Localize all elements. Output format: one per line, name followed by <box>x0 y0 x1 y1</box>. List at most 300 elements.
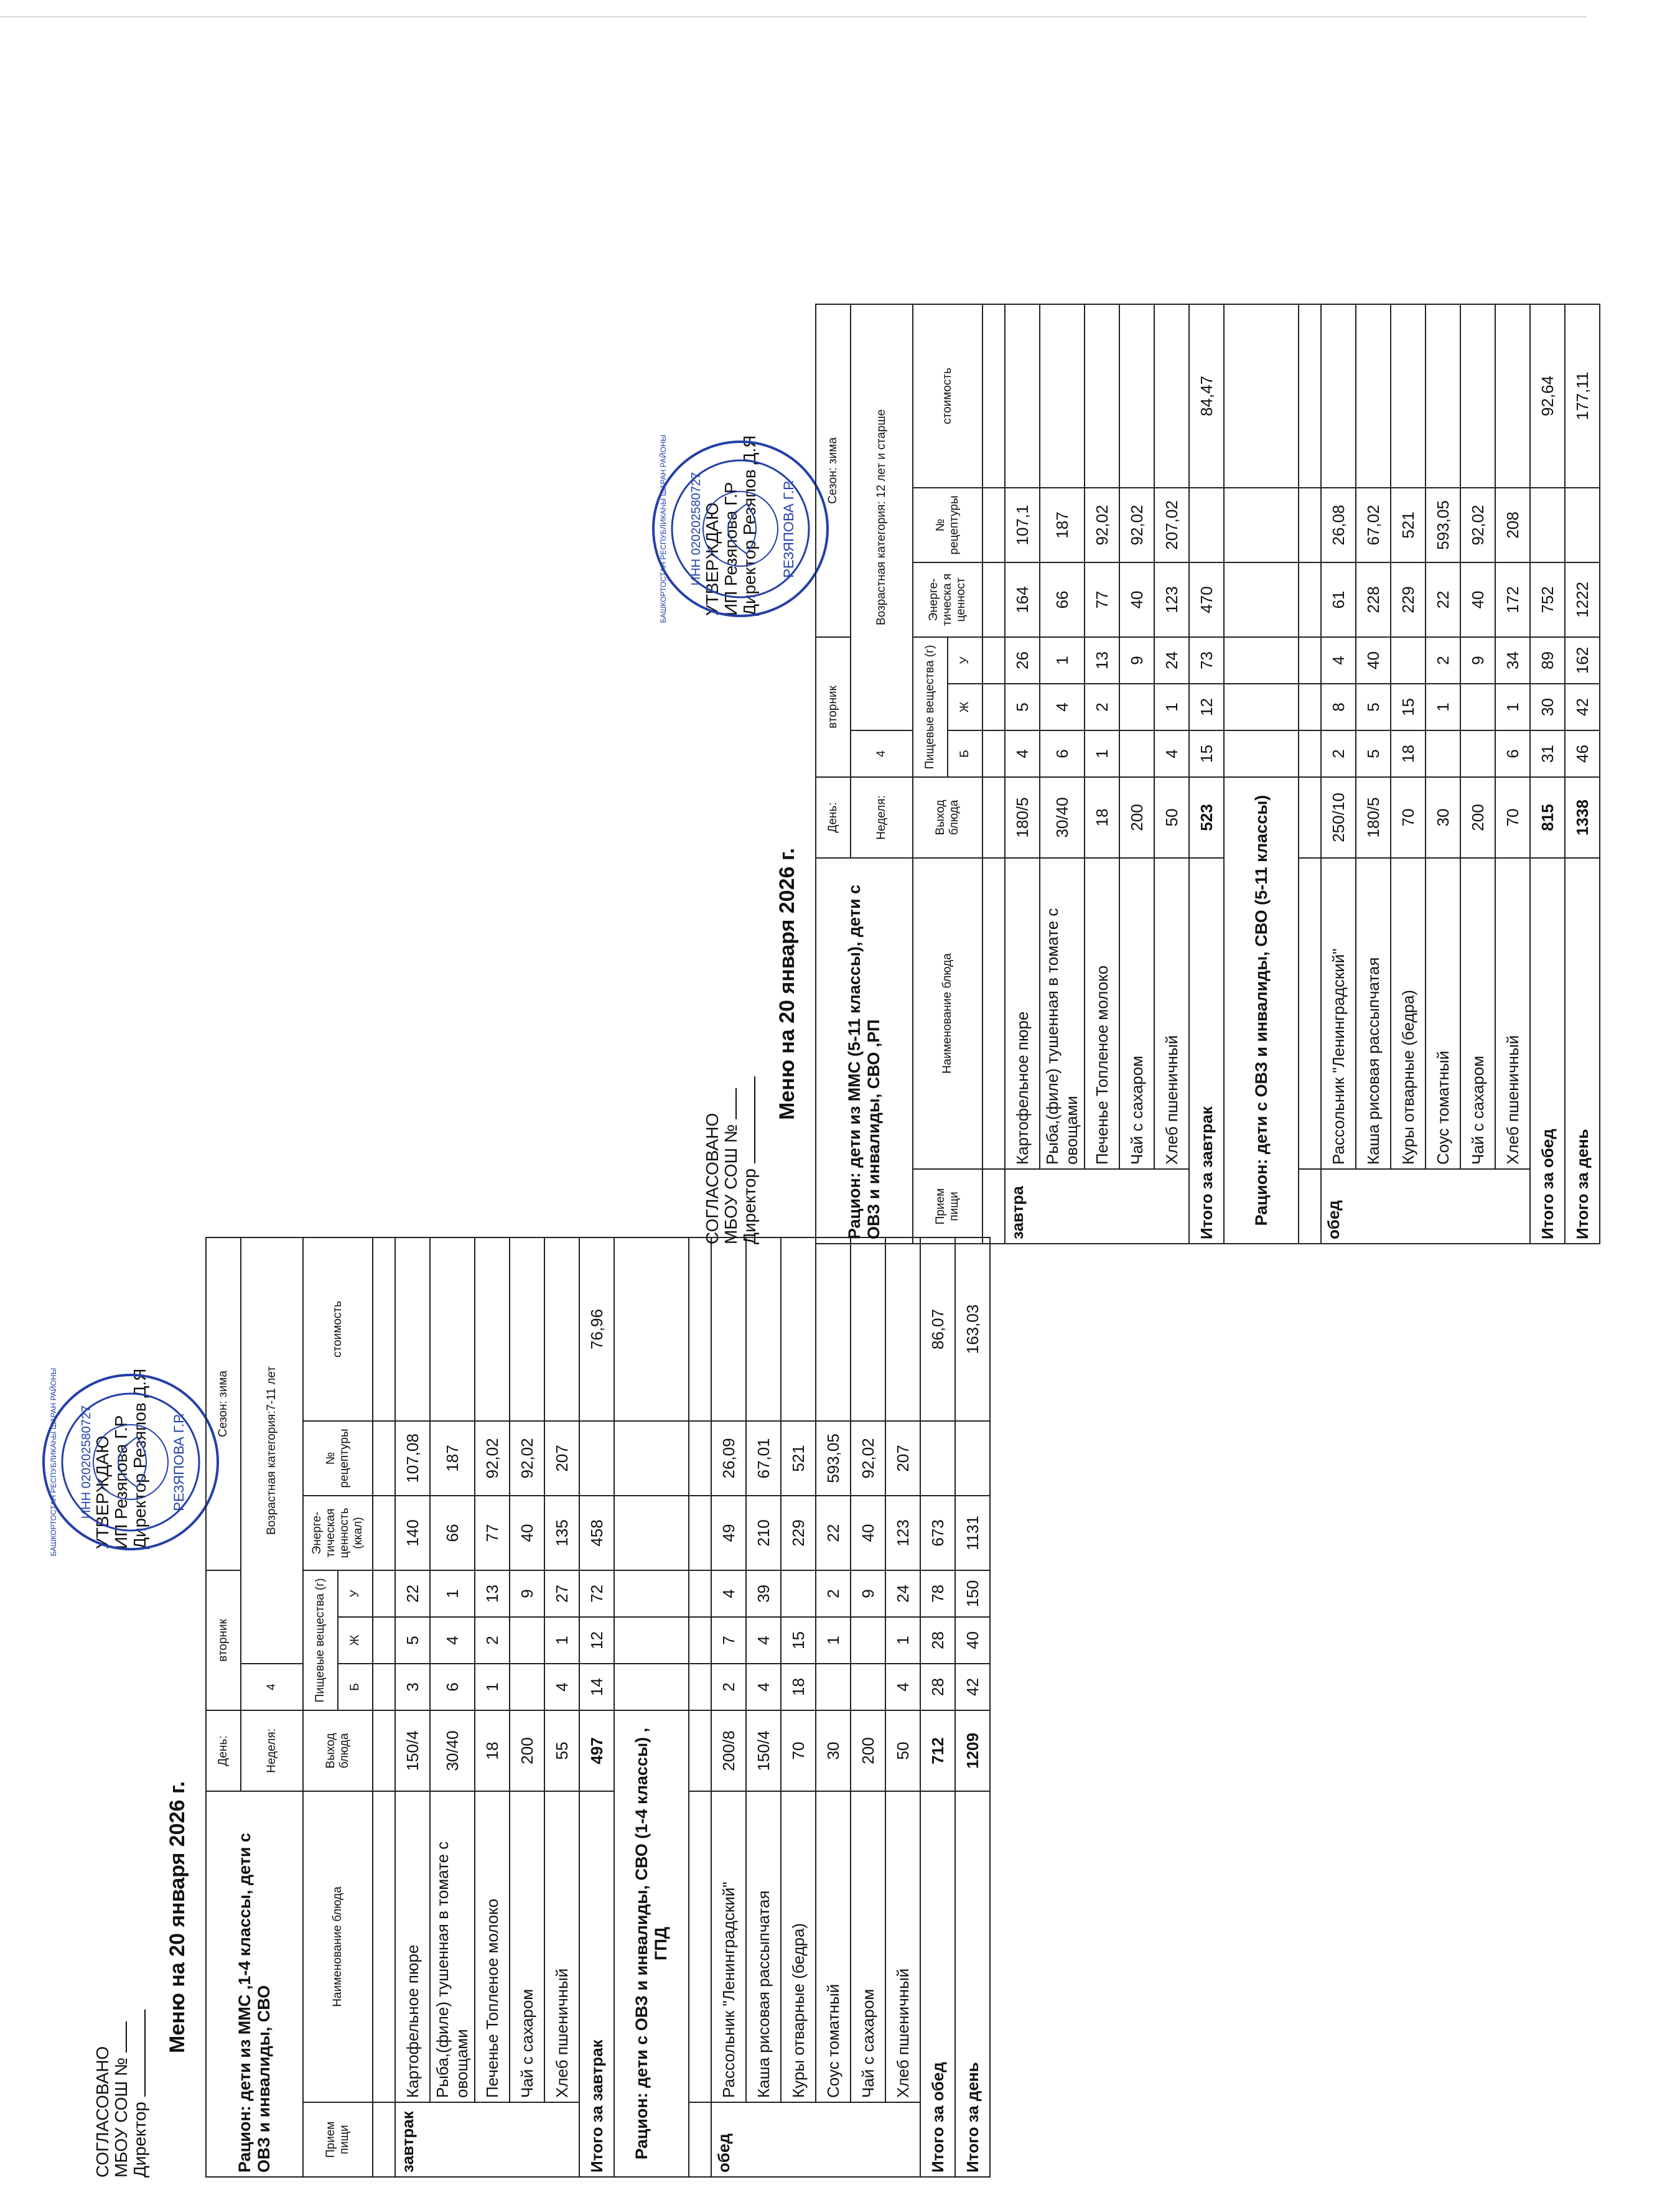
dish-name: Хлеб пшеничный <box>885 1791 920 2102</box>
cell-b <box>1426 730 1460 777</box>
total-u: 150 <box>955 1570 990 1617</box>
table-row <box>781 1237 816 2177</box>
table-row <box>1154 304 1189 1244</box>
approved-director: Директор Резяпов Д.Я <box>740 435 759 616</box>
cell-u: 9 <box>510 1570 544 1617</box>
cell-u: 2 <box>816 1570 851 1617</box>
cell-energy: 77 <box>475 1496 510 1570</box>
cell-zh: 1 <box>544 1617 579 1664</box>
cell-yield: 200 <box>1460 777 1495 858</box>
cell-cost <box>1040 304 1085 488</box>
cell-u: 24 <box>885 1570 920 1617</box>
cell-b: 6 <box>430 1664 475 1710</box>
cell-energy: 22 <box>1426 562 1460 637</box>
dish-name: Каша рисовая рассыпчатая <box>746 1791 781 2102</box>
cell-recipe: 593,05 <box>816 1421 851 1496</box>
col-cost: стоимость <box>913 304 982 488</box>
total-row <box>920 1237 955 2177</box>
cell-yield: 18 <box>475 1710 510 1791</box>
col-nutrients: Пищевые вещества (г) <box>913 637 948 777</box>
total-zh: 42 <box>1565 684 1600 730</box>
cell-yield: 30 <box>1426 777 1460 858</box>
cell-energy: 40 <box>1460 562 1495 637</box>
cell-zh: 1 <box>1154 684 1189 730</box>
cell-yield: 200 <box>851 1710 885 1791</box>
round-seal-stamp <box>37 1369 224 1555</box>
agreed-block <box>93 2010 149 2178</box>
col-meal: Прием пищи <box>303 2102 373 2177</box>
cell-recipe: 92,02 <box>1119 488 1154 562</box>
total-zh: 30 <box>1530 684 1565 730</box>
day-value: вторник <box>206 1570 241 1710</box>
day-label: День: <box>816 777 851 858</box>
ration-title: Рацион: дети из МMC ,1-4 классы, дети с ОВЗ и инвалиды, СВО <box>206 1791 303 2177</box>
col-recipe: № рецептуры <box>913 488 982 562</box>
total-energy: 1131 <box>955 1496 990 1570</box>
meal-label: обед <box>1321 1169 1530 1244</box>
cell-cost <box>1495 304 1530 488</box>
table-row <box>1460 304 1495 1244</box>
cell-energy: 66 <box>1040 562 1085 637</box>
svg-text:БАШКОРТОСТАН РЕСПУБЛИКАҺЫ ШАРА: БАШКОРТОСТАН РЕСПУБЛИКАҺЫ ШАРАН РАЙОНЫ <box>49 1368 58 1557</box>
menu-table <box>205 1237 991 2178</box>
total-energy: 1222 <box>1565 562 1600 637</box>
cell-zh <box>1119 684 1154 730</box>
cell-b <box>1119 730 1154 777</box>
total-yield: 523 <box>1189 777 1224 858</box>
cell-recipe: 67,01 <box>746 1421 781 1496</box>
total-u: 162 <box>1565 637 1600 684</box>
total-energy: 752 <box>1530 562 1565 637</box>
col-dish: Наименование блюда <box>913 858 982 1169</box>
table-row <box>395 1237 430 2177</box>
cell-zh: 1 <box>1495 684 1530 730</box>
cell-u <box>781 1570 816 1617</box>
total-b: 28 <box>920 1664 955 1710</box>
dish-name: Картофельное пюре <box>395 1791 430 2102</box>
total-yield: 1338 <box>1565 777 1600 858</box>
col-recipe: № рецептуры <box>303 1421 373 1496</box>
season-label: Сезон: зима <box>816 304 851 637</box>
total-u: 73 <box>1189 637 1224 684</box>
cell-b: 5 <box>1356 730 1391 777</box>
agreed-title: СОГЛАСОВАНО <box>702 1112 722 1244</box>
table-row <box>1040 304 1085 1244</box>
season-label: Сезон: зима <box>206 1237 241 1570</box>
agreed-director: Директор <box>131 2010 149 2178</box>
dish-name: Хлеб пшеничный <box>1495 858 1530 1169</box>
dish-name: Картофельное пюре <box>1005 858 1040 1169</box>
cell-recipe: 92,02 <box>1085 488 1119 562</box>
cell-yield: 180/5 <box>1005 777 1040 858</box>
cell-energy: 61 <box>1321 562 1356 637</box>
agreed-school: МБОУ СОШ № <box>112 2010 131 2178</box>
cell-zh <box>510 1617 544 1664</box>
agreed-title: СОГЛАСОВАНО <box>93 2046 112 2178</box>
dish-name: Соус томатный <box>816 1791 851 2102</box>
menu-title: Меню на 20 января 2026 г. <box>166 1781 189 2053</box>
col-fat: Ж <box>338 1617 373 1664</box>
cell-recipe: 92,02 <box>851 1421 885 1496</box>
dish-name: Куры отварные (бедра) <box>781 1791 816 2102</box>
cell-yield: 30 <box>816 1710 851 1791</box>
cell-yield: 70 <box>1495 777 1530 858</box>
cell-cost <box>711 1237 746 1421</box>
cell-b: 3 <box>395 1664 430 1710</box>
table-row <box>510 1237 544 2177</box>
cell-energy: 164 <box>1005 562 1040 637</box>
total-zh: 28 <box>920 1617 955 1664</box>
dish-name: Чай с сахаром <box>510 1791 544 2102</box>
age-category: Возрастная категория:7-11 лет <box>241 1237 303 1664</box>
cell-energy: 210 <box>746 1496 781 1570</box>
menu-sheet-grades-5-11 <box>659 299 1680 1257</box>
lunch-section-title: Рацион: дети с ОВЗ и инвалиды, СВО (5-11 классы) <box>1224 777 1299 1244</box>
approved-company: ИП Резяпова Г.Р <box>111 1415 131 1549</box>
total-row <box>579 1237 614 2177</box>
agreed-block <box>703 1076 759 1244</box>
total-row <box>1530 304 1565 1244</box>
cell-zh: 15 <box>781 1617 816 1664</box>
col-dish: Наименование блюда <box>303 1791 373 2102</box>
cell-cost <box>475 1237 510 1421</box>
cell-u: 9 <box>1119 637 1154 684</box>
cell-b <box>510 1664 544 1710</box>
total-row <box>1565 304 1600 1244</box>
cell-energy: 123 <box>1154 562 1189 637</box>
cell-cost <box>1154 304 1189 488</box>
table-row <box>544 1237 579 2177</box>
cell-zh: 1 <box>816 1617 851 1664</box>
cell-u <box>1391 637 1426 684</box>
total-recipe <box>1189 488 1224 562</box>
cell-recipe: 207,02 <box>1154 488 1189 562</box>
table-row <box>816 1237 851 2177</box>
age-category: Возрастная категория: 12 лет и старше <box>851 304 913 730</box>
cell-b: 2 <box>1321 730 1356 777</box>
approved-title: УТВЕРЖДАЮ <box>93 1435 112 1549</box>
total-b: 46 <box>1565 730 1600 777</box>
cell-yield: 70 <box>781 1710 816 1791</box>
cell-cost <box>746 1237 781 1421</box>
cell-energy: 40 <box>851 1496 885 1570</box>
svg-text:ИНН 020202580727: ИНН 020202580727 <box>689 472 703 586</box>
cell-cost <box>1356 304 1391 488</box>
cell-yield: 150/4 <box>395 1710 430 1791</box>
cell-b <box>816 1664 851 1710</box>
cell-yield: 30/40 <box>1040 777 1085 858</box>
day-value: вторник <box>816 637 851 777</box>
cell-recipe: 26,09 <box>711 1421 746 1496</box>
cell-energy: 135 <box>544 1496 579 1570</box>
cell-energy: 229 <box>1391 562 1426 637</box>
dish-name: Рыба,(филе) тушенная в томате с овощами <box>430 1791 475 2102</box>
round-seal-stamp <box>647 436 834 622</box>
cell-recipe: 92,02 <box>475 1421 510 1496</box>
total-cost: 84,47 <box>1189 304 1224 488</box>
total-row <box>1189 304 1224 1244</box>
dish-name: Чай с сахаром <box>1119 858 1154 1169</box>
cell-u: 4 <box>1321 637 1356 684</box>
week-label: Неделя: <box>851 777 913 858</box>
cell-energy: 140 <box>395 1496 430 1570</box>
cell-zh <box>1460 684 1495 730</box>
total-label: Итого за день <box>955 1791 990 2177</box>
table-row <box>1356 304 1391 1244</box>
cell-cost <box>1005 304 1040 488</box>
day-label: День: <box>206 1710 241 1791</box>
total-label: Итого за обед <box>920 1791 955 2177</box>
total-recipe <box>579 1421 614 1496</box>
cell-zh: 2 <box>1085 684 1119 730</box>
cell-cost <box>395 1237 430 1421</box>
total-b: 15 <box>1189 730 1224 777</box>
col-yield: Выход блюда <box>913 777 982 858</box>
cell-zh: 5 <box>395 1617 430 1664</box>
total-cost: 76,96 <box>579 1237 614 1421</box>
table-row <box>851 1237 885 2177</box>
total-yield: 1209 <box>955 1710 990 1791</box>
cell-yield: 50 <box>885 1710 920 1791</box>
cell-recipe: 92,02 <box>1460 488 1495 562</box>
col-nutrients: Пищевые вещества (г) <box>303 1570 338 1710</box>
cell-recipe: 67,02 <box>1356 488 1391 562</box>
total-b: 42 <box>955 1664 990 1710</box>
meal-label: завтрак <box>395 2102 579 2177</box>
cell-recipe: 207 <box>885 1421 920 1496</box>
total-u: 78 <box>920 1570 955 1617</box>
col-energy: Энерге-тическа я ценност <box>913 562 982 637</box>
cell-zh: 15 <box>1391 684 1426 730</box>
cell-cost <box>1426 304 1460 488</box>
col-yield: Выход блюда <box>303 1710 373 1791</box>
cell-zh: 1 <box>885 1617 920 1664</box>
cell-zh: 5 <box>1356 684 1391 730</box>
col-meal: Прием пищи <box>913 1169 982 1244</box>
dish-name: Печенье Топленое молоко <box>475 1791 510 2102</box>
total-label: Итого за день <box>1565 858 1600 1244</box>
cell-u: 39 <box>746 1570 781 1617</box>
cell-b: 18 <box>781 1664 816 1710</box>
cell-u: 40 <box>1356 637 1391 684</box>
dish-name: Печенье Топленое молоко <box>1085 858 1119 1169</box>
cell-b: 6 <box>1040 730 1085 777</box>
cell-u: 27 <box>544 1570 579 1617</box>
total-recipe <box>920 1421 955 1496</box>
dish-name: Хлеб пшеничный <box>544 1791 579 2102</box>
cell-cost <box>1321 304 1356 488</box>
agreed-school: МБОУ СОШ № <box>722 1076 740 1244</box>
cell-cost <box>430 1237 475 1421</box>
dish-name: Рассольник "Ленинградский" <box>1321 858 1356 1169</box>
svg-text:РЕЗЯПОВА Г.Р.: РЕЗЯПОВА Г.Р. <box>171 1413 187 1511</box>
cell-recipe: 107,08 <box>395 1421 430 1496</box>
table-row <box>711 1237 746 2177</box>
total-b: 14 <box>579 1664 614 1710</box>
cell-energy: 228 <box>1356 562 1391 637</box>
dish-name: Соус томатный <box>1426 858 1460 1169</box>
cell-zh: 4 <box>430 1617 475 1664</box>
total-recipe <box>955 1421 990 1496</box>
total-zh: 40 <box>955 1617 990 1664</box>
cell-u: 4 <box>711 1570 746 1617</box>
cell-yield: 70 <box>1391 777 1426 858</box>
cell-cost <box>885 1237 920 1421</box>
svg-text:ИНН 020202580727: ИНН 020202580727 <box>80 1405 93 1519</box>
total-cost: 163,03 <box>955 1237 990 1421</box>
col-protein: Б <box>338 1664 373 1710</box>
table-row <box>746 1237 781 2177</box>
cell-yield: 18 <box>1085 777 1119 858</box>
cell-u: 2 <box>1426 637 1460 684</box>
cell-yield: 55 <box>544 1710 579 1791</box>
cell-u: 1 <box>1040 637 1085 684</box>
cell-b: 2 <box>711 1664 746 1710</box>
approved-company: ИП Резяпова Г.Р <box>721 482 740 616</box>
dish-name: Рассольник "Ленинградский" <box>711 1791 746 2102</box>
cell-b: 4 <box>746 1664 781 1710</box>
table-row <box>475 1237 510 2177</box>
col-carbs: У <box>338 1570 373 1617</box>
cell-b: 18 <box>1391 730 1426 777</box>
cell-zh: 8 <box>1321 684 1356 730</box>
cell-recipe: 187 <box>430 1421 475 1496</box>
total-row <box>955 1237 990 2177</box>
total-recipe <box>1530 488 1565 562</box>
table-row <box>1495 304 1530 1244</box>
cell-recipe: 521 <box>1391 488 1426 562</box>
total-label: Итого за обед <box>1530 858 1565 1244</box>
cell-u: 13 <box>475 1570 510 1617</box>
total-yield: 712 <box>920 1710 955 1791</box>
total-u: 72 <box>579 1570 614 1617</box>
meal-label: обед <box>711 2102 920 2177</box>
cell-b: 4 <box>885 1664 920 1710</box>
cell-zh: 4 <box>746 1617 781 1664</box>
col-fat: Ж <box>948 684 982 730</box>
dish-name: Хлеб пшеничный <box>1154 858 1189 1169</box>
cell-recipe: 92,02 <box>510 1421 544 1496</box>
cell-cost <box>781 1237 816 1421</box>
cell-energy: 229 <box>781 1496 816 1570</box>
cell-cost <box>816 1237 851 1421</box>
dish-name: Каша рисовая рассыпчатая <box>1356 858 1391 1169</box>
cell-zh: 2 <box>475 1617 510 1664</box>
cell-recipe: 26,08 <box>1321 488 1356 562</box>
table-row <box>1005 304 1040 1244</box>
cell-energy: 172 <box>1495 562 1530 637</box>
cell-yield: 150/4 <box>746 1710 781 1791</box>
table-row <box>430 1237 475 2177</box>
cell-u: 1 <box>430 1570 475 1617</box>
week-value: 4 <box>851 730 913 777</box>
total-label: Итого за завтрак <box>1189 858 1224 1244</box>
approved-title: УТВЕРЖДАЮ <box>702 502 722 616</box>
total-recipe <box>1565 488 1600 562</box>
cell-cost <box>510 1237 544 1421</box>
cell-zh: 1 <box>1426 684 1460 730</box>
cell-cost <box>1119 304 1154 488</box>
cell-yield: 50 <box>1154 777 1189 858</box>
table-row <box>1391 304 1426 1244</box>
approved-director: Директор Резяпов Д.Я <box>130 1368 149 1549</box>
dish-name: Рыба,(филе) тушенная в томате с овощами <box>1040 858 1085 1169</box>
total-label: Итого за завтрак <box>579 1791 614 2177</box>
cell-cost <box>851 1237 885 1421</box>
cell-u: 26 <box>1005 637 1040 684</box>
table-row <box>1085 304 1119 1244</box>
cell-energy: 40 <box>1119 562 1154 637</box>
cell-zh: 4 <box>1040 684 1085 730</box>
cell-yield: 180/5 <box>1356 777 1391 858</box>
week-value: 4 <box>241 1664 303 1710</box>
cell-u: 9 <box>851 1570 885 1617</box>
menu-title: Меню на 20 января 2026 г. <box>775 847 799 1120</box>
total-cost: 177,11 <box>1565 304 1600 488</box>
total-cost: 92,64 <box>1530 304 1565 488</box>
total-energy: 673 <box>920 1496 955 1570</box>
cell-u: 9 <box>1460 637 1495 684</box>
total-cost: 86,07 <box>920 1237 955 1421</box>
cell-yield: 250/10 <box>1321 777 1356 858</box>
menu-table <box>815 304 1600 1244</box>
cell-b: 4 <box>1005 730 1040 777</box>
cell-b: 6 <box>1495 730 1530 777</box>
total-u: 89 <box>1530 637 1565 684</box>
cell-u: 24 <box>1154 637 1189 684</box>
svg-text:РЕЗЯПОВА Г.Р.: РЕЗЯПОВА Г.Р. <box>781 480 796 578</box>
col-energy: Энерге-тическая ценность (ккал) <box>303 1496 373 1570</box>
total-b: 31 <box>1530 730 1565 777</box>
cell-recipe: 208 <box>1495 488 1530 562</box>
cell-b: 4 <box>544 1664 579 1710</box>
table-row <box>885 1237 920 2177</box>
cell-energy: 66 <box>430 1496 475 1570</box>
week-label: Неделя: <box>241 1710 303 1791</box>
cell-u: 34 <box>1495 637 1530 684</box>
cell-b <box>851 1664 885 1710</box>
meal-label: завтра <box>1005 1169 1189 1244</box>
svg-text:БАШКОРТОСТАН РЕСПУБЛИКАҺЫ ШАРА: БАШКОРТОСТАН РЕСПУБЛИКАҺЫ ШАРАН РАЙОНЫ <box>659 434 668 623</box>
dish-name: Чай с сахаром <box>851 1791 885 2102</box>
cell-yield: 30/40 <box>430 1710 475 1791</box>
table-row <box>1321 304 1356 1244</box>
total-energy: 470 <box>1189 562 1224 637</box>
cell-u: 13 <box>1085 637 1119 684</box>
ration-title: Рацион: дети из МMC (5-11 классы), дети с ОВЗ и инвалиды, СВО ,РП <box>816 858 913 1244</box>
table-row <box>1119 304 1154 1244</box>
total-yield: 815 <box>1530 777 1565 858</box>
cell-b: 1 <box>475 1664 510 1710</box>
dish-name: Чай с сахаром <box>1460 858 1495 1169</box>
cell-recipe: 521 <box>781 1421 816 1496</box>
cell-energy: 77 <box>1085 562 1119 637</box>
total-zh: 12 <box>1189 684 1224 730</box>
total-energy: 458 <box>579 1496 614 1570</box>
cell-zh: 7 <box>711 1617 746 1664</box>
cell-energy: 22 <box>816 1496 851 1570</box>
col-protein: Б <box>948 730 982 777</box>
cell-b: 1 <box>1085 730 1119 777</box>
cell-zh <box>851 1617 885 1664</box>
dish-name: Куры отварные (бедра) <box>1391 858 1426 1169</box>
agreed-director: Директор <box>740 1076 759 1244</box>
total-yield: 497 <box>579 1710 614 1791</box>
total-zh: 12 <box>579 1617 614 1664</box>
cell-b: 4 <box>1154 730 1189 777</box>
cell-recipe: 107,1 <box>1005 488 1040 562</box>
cell-recipe: 593,05 <box>1426 488 1460 562</box>
